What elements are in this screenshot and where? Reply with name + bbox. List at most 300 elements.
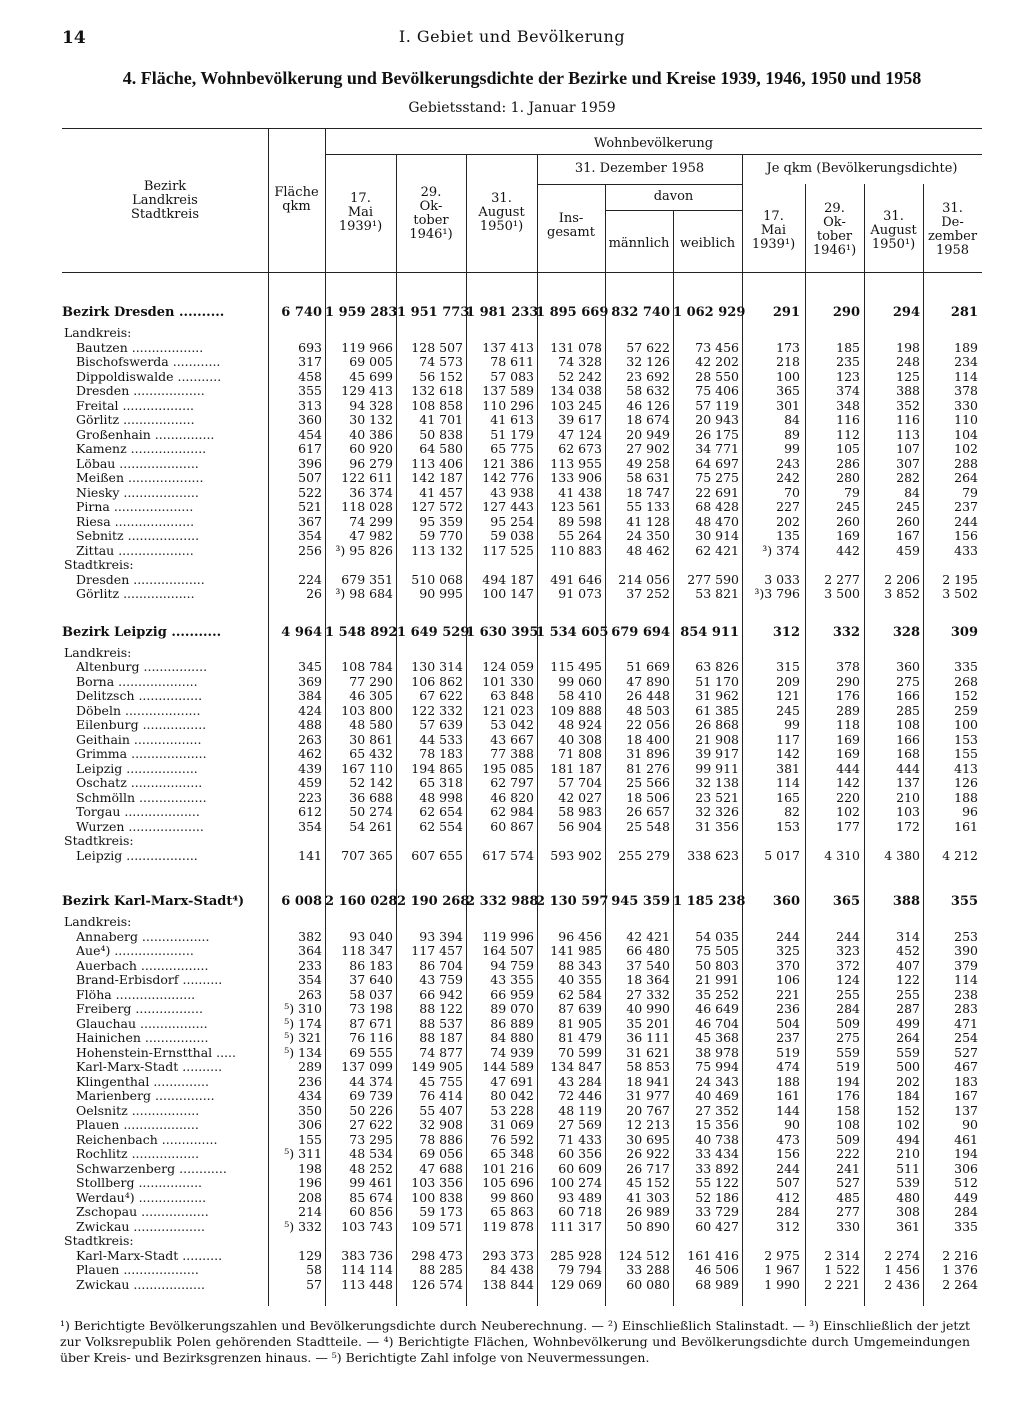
cell-value: 1 630 395: [466, 624, 539, 640]
cell-value: 1 959 283: [325, 305, 398, 320]
cell-value: 109 571: [411, 1218, 463, 1234]
cell-value: 27 622: [349, 1117, 393, 1132]
group-label-row: [0, 833, 1024, 848]
cell-value: 509: [836, 1015, 860, 1031]
cell-value: 467: [954, 1059, 978, 1074]
cell-value: 71 433: [558, 1131, 602, 1147]
cell-value: 128 507: [411, 339, 463, 355]
cell-value: 494: [896, 1131, 920, 1147]
cell-value: 167 110: [341, 760, 393, 776]
cell-value: ⁵) 174: [284, 1015, 322, 1031]
row-label: Döbeln ...................: [76, 702, 201, 718]
cell-value: 126 574: [411, 1276, 463, 1292]
cell-value: 168: [896, 746, 920, 761]
cell-value: 260: [836, 513, 860, 529]
cell-value: 317: [298, 354, 322, 369]
cell-value: 43 355: [490, 972, 534, 987]
cell-value: 264: [896, 1030, 920, 1045]
cell-value: 256: [298, 542, 322, 558]
cell-value: 32 326: [695, 804, 739, 819]
cell-value: 309: [950, 624, 978, 640]
cell-value: 345: [298, 659, 322, 674]
cell-value: 119 996: [482, 928, 534, 944]
cell-value: 93 394: [419, 928, 463, 944]
cell-value: 280: [836, 470, 860, 485]
cell-value: 335: [954, 659, 978, 674]
cell-value: 65 432: [349, 746, 393, 761]
table-row: [0, 717, 1024, 732]
cell-value: 458: [298, 368, 322, 384]
cell-value: 125: [896, 368, 920, 384]
cell-value: 407: [896, 957, 920, 973]
cell-value: 27 902: [626, 441, 670, 456]
header-dez-1958: 31. Dezember 1958: [574, 161, 705, 176]
cell-value: 289: [298, 1059, 322, 1074]
cell-value: 34 771: [695, 441, 739, 456]
cell-value: 504: [776, 1015, 800, 1031]
table-row: [0, 1001, 1024, 1016]
cell-value: 56 152: [419, 368, 463, 384]
cell-value: 90 995: [419, 586, 463, 601]
cell-value: 46 820: [490, 789, 534, 805]
cell-value: 99: [784, 441, 800, 456]
cell-value: 161 416: [687, 1247, 739, 1263]
cell-value: 330: [836, 1218, 860, 1234]
table-row: [0, 1248, 1024, 1263]
cell-value: 439: [298, 760, 322, 776]
cell-value: 43 667: [490, 731, 534, 747]
cell-value: 18 747: [626, 484, 670, 500]
cell-value: 141 985: [550, 943, 602, 958]
cell-value: 617 574: [482, 847, 534, 863]
cell-value: 314: [896, 928, 920, 944]
cell-value: 93 489: [558, 1189, 602, 1205]
cell-value: 30 914: [695, 528, 739, 543]
cell-value: 26 868: [695, 717, 739, 732]
cell-value: 509: [836, 1131, 860, 1147]
cell-value: 183: [954, 1073, 978, 1089]
table-row: [0, 514, 1024, 529]
row-label: Zschopau .................: [76, 1204, 209, 1219]
cell-value: 123 561: [550, 499, 602, 514]
cell-value: 167: [954, 1088, 978, 1103]
cell-value: 379: [954, 957, 978, 973]
cell-value: 58 410: [558, 688, 602, 703]
table-row: [0, 659, 1024, 674]
row-label: Flöha ....................: [76, 986, 196, 1002]
table-title: 4. Fläche, Wohnbevölkerung und Bevölkerungsdichte der Bezirke und Kreise 1939, 1946, 1950 und 1958: [122, 68, 922, 88]
table-row: [0, 572, 1024, 587]
cell-value: 129 069: [550, 1276, 602, 1292]
cell-value: 20 767: [626, 1102, 670, 1118]
cell-value: 512: [954, 1175, 978, 1190]
cell-value: 62 584: [558, 986, 602, 1002]
cell-value: 57 083: [490, 368, 534, 384]
cell-value: 53 042: [490, 717, 534, 732]
cell-value: 1 376: [942, 1262, 978, 1277]
cell-value: 444: [896, 760, 920, 776]
cell-value: 352: [896, 397, 920, 413]
row-label: Schmölln .................: [76, 789, 207, 805]
cell-value: 330: [954, 397, 978, 413]
cell-value: 494 187: [482, 571, 534, 587]
cell-value: 233: [298, 957, 322, 973]
cell-value: 169: [836, 746, 860, 761]
row-label: Torgau ...................: [76, 804, 200, 819]
cell-value: 124 512: [618, 1247, 670, 1263]
cell-value: 354: [298, 528, 322, 543]
cell-value: 307: [896, 455, 920, 471]
cell-value: 51 669: [626, 659, 670, 674]
table-row: [0, 1146, 1024, 1161]
table-row: [0, 746, 1024, 761]
cell-value: 81 276: [626, 760, 670, 776]
cell-value: 32 138: [695, 775, 739, 790]
cell-value: 51 179: [490, 426, 534, 442]
cell-value: 66 942: [419, 986, 463, 1002]
cell-value: 77 388: [490, 746, 534, 761]
cell-value: 41 701: [419, 412, 463, 427]
cell-value: 323: [836, 943, 860, 958]
cell-value: 108 784: [341, 659, 393, 674]
cell-value: 75 994: [695, 1059, 739, 1074]
cell-value: 46 649: [695, 1001, 739, 1016]
cell-value: 46 704: [695, 1015, 739, 1031]
cell-value: 167: [896, 528, 920, 543]
row-label: Plauen ...................: [76, 1262, 199, 1277]
cell-value: 48 503: [626, 702, 670, 718]
cell-value: 119 966: [341, 339, 393, 355]
cell-value: 248: [896, 354, 920, 369]
row-label: Leipzig ..................: [76, 760, 198, 776]
cell-value: 25 566: [626, 775, 670, 790]
cell-value: 142: [776, 746, 800, 761]
cell-value: 113 406: [411, 455, 463, 471]
cell-value: 3 033: [764, 571, 800, 587]
cell-value: 47 691: [490, 1073, 534, 1089]
cell-value: 144: [776, 1102, 800, 1118]
cell-value: 57 639: [419, 717, 463, 732]
cell-value: 235: [836, 354, 860, 369]
cell-value: 434: [298, 1088, 322, 1103]
cell-value: 137: [954, 1102, 978, 1118]
row-label: Reichenbach ..............: [76, 1131, 218, 1147]
cell-value: 473: [776, 1131, 800, 1147]
cell-value: 176: [836, 688, 860, 703]
cell-value: 155: [954, 746, 978, 761]
cell-value: 65 348: [490, 1146, 534, 1161]
row-label: Auerbach .................: [76, 957, 209, 973]
header-dichte-1950: 31. August 1950¹): [870, 209, 917, 252]
cell-value: 367: [298, 513, 322, 529]
table-row: [0, 441, 1024, 456]
cell-value: 46 126: [626, 397, 670, 413]
cell-value: 208: [298, 1189, 322, 1205]
cell-value: 282: [896, 470, 920, 485]
row-label: Werdau⁴) .................: [76, 1189, 207, 1205]
cell-value: 47 688: [419, 1160, 463, 1176]
table-row: [0, 804, 1024, 819]
header-davon: davon: [653, 189, 694, 204]
cell-value: 100: [776, 368, 800, 384]
cell-value: 238: [954, 986, 978, 1002]
cell-value: 306: [298, 1117, 322, 1132]
header-dichte: Je qkm (Bevölkerungsdichte): [766, 161, 958, 176]
cell-value: 452: [896, 943, 920, 958]
cell-value: 62 554: [419, 818, 463, 834]
cell-value: 264: [954, 470, 978, 485]
cell-value: 113 132: [411, 542, 463, 558]
header-dichte-1946: 29. Ok- tober 1946¹): [812, 201, 857, 258]
cell-value: 96 456: [558, 928, 602, 944]
cell-value: 85 674: [349, 1189, 393, 1205]
cell-value: 390: [954, 943, 978, 958]
footnotes: ¹) Berichtigte Bevölkerungszahlen und Bevölkerungsdichte durch Neuberechnung. — ²) Einschließlich Stalinstadt. — ³) Einschließlich der jetzt zur Volksrepublik Polen gehörenden Stadtteile. — ⁴) Berichtigte Flächen, Wohnbevölkerung und Bevölkerungsdichte durch Umgemeindungen über Kreis- und Bezirksgrenzen hinaus. — ⁵) Berichtigte Zahl infolge von Neuvermessungen.: [60, 1318, 970, 1365]
row-label: Löbau ....................: [76, 455, 199, 471]
cell-value: 57: [306, 1276, 322, 1292]
cell-value: 75 275: [695, 470, 739, 485]
cell-value: 50 803: [695, 957, 739, 973]
cell-value: 65 863: [490, 1204, 534, 1219]
cell-value: 361: [896, 1218, 920, 1234]
cell-value: 152: [954, 688, 978, 703]
cell-value: 161: [954, 818, 978, 834]
cell-value: 101 216: [482, 1160, 534, 1176]
cell-value: 23 521: [695, 789, 739, 805]
cell-value: 277 590: [687, 571, 739, 587]
table-row: [0, 1030, 1024, 1045]
cell-value: 2 314: [824, 1247, 860, 1263]
table-top-rule: [62, 128, 982, 129]
table-row: [0, 1175, 1024, 1190]
cell-value: 50 274: [349, 804, 393, 819]
table-row: [0, 456, 1024, 471]
cell-value: 40 469: [695, 1088, 739, 1103]
cell-value: 593 902: [550, 847, 602, 863]
cell-value: 49 258: [626, 455, 670, 471]
cell-value: 54 261: [349, 818, 393, 834]
cell-value: 263: [298, 731, 322, 747]
cell-value: ⁵) 332: [284, 1218, 322, 1234]
cell-value: 224: [298, 571, 322, 587]
cell-value: 46 305: [349, 688, 393, 703]
row-label: Bezirk Dresden ..........: [62, 305, 225, 320]
cell-value: 195 085: [482, 760, 534, 776]
cell-value: 104: [954, 426, 978, 442]
cell-value: 131 078: [550, 339, 602, 355]
cell-value: 539: [896, 1175, 920, 1190]
cell-value: 61 385: [695, 702, 739, 718]
cell-value: 499: [896, 1015, 920, 1031]
cell-value: 84: [904, 484, 920, 500]
cell-value: 27 352: [695, 1102, 739, 1118]
cell-value: 2 975: [764, 1247, 800, 1263]
cell-value: 290: [836, 673, 860, 689]
cell-value: 88 187: [419, 1030, 463, 1045]
table-row: [0, 958, 1024, 973]
cell-value: 263: [298, 986, 322, 1002]
table-row: [0, 943, 1024, 958]
cell-value: 103: [896, 804, 920, 819]
cell-value: 244: [836, 928, 860, 944]
cell-value: 137 099: [341, 1059, 393, 1074]
cell-value: 103 245: [550, 397, 602, 413]
table-row: [0, 1277, 1024, 1292]
cell-value: 70: [784, 484, 800, 500]
header-dichte-1958: 31. De- zember 1958: [927, 201, 978, 258]
row-label: Oschatz ..................: [76, 775, 203, 790]
cell-value: 291: [772, 305, 800, 320]
cell-value: 360: [772, 894, 800, 909]
cell-value: 60 427: [695, 1218, 739, 1234]
cell-value: 188: [776, 1073, 800, 1089]
cell-value: 115 495: [550, 659, 602, 674]
cell-value: 48 998: [419, 789, 463, 805]
row-label: Brand-Erbisdorf ..........: [76, 972, 223, 987]
cell-value: 384: [298, 688, 322, 703]
cell-value: 245: [836, 499, 860, 514]
cell-value: 58 037: [349, 986, 393, 1002]
cell-value: 156: [776, 1146, 800, 1161]
row-label: Freital ..................: [76, 397, 195, 413]
cell-value: 26 717: [626, 1160, 670, 1176]
cell-value: 73 456: [695, 339, 739, 355]
cell-value: 134 038: [550, 383, 602, 398]
cell-value: 59 770: [419, 528, 463, 543]
cell-value: 102: [836, 804, 860, 819]
cell-value: 65 318: [419, 775, 463, 790]
row-label: Klingenthal ..............: [76, 1073, 209, 1089]
table-row: [0, 412, 1024, 427]
row-label: Glauchau .................: [76, 1015, 208, 1031]
cell-value: 374: [836, 383, 860, 398]
table-row: [0, 1074, 1024, 1089]
cell-value: 32 908: [419, 1117, 463, 1132]
cell-value: 268: [954, 673, 978, 689]
cell-value: 51 170: [695, 673, 739, 689]
cell-value: 106 862: [411, 673, 463, 689]
cell-value: 26 989: [626, 1204, 670, 1219]
header-bottom-rule: [62, 272, 982, 273]
cell-value: 18 364: [626, 972, 670, 987]
cell-value: 4 212: [942, 847, 978, 863]
cell-value: 18 941: [626, 1073, 670, 1089]
cell-value: 2 264: [942, 1276, 978, 1292]
cell-value: 412: [776, 1189, 800, 1205]
cell-value: 86 704: [419, 957, 463, 973]
cell-value: 169: [836, 731, 860, 747]
cell-value: 4 310: [824, 847, 860, 863]
cell-value: 40 738: [695, 1131, 739, 1147]
cell-value: 137 413: [482, 339, 534, 355]
cell-value: 236: [298, 1073, 322, 1089]
cell-value: 298 473: [411, 1247, 463, 1263]
cell-value: 413: [954, 760, 978, 776]
cell-value: 99 860: [490, 1189, 534, 1205]
cell-value: 74 299: [349, 513, 393, 529]
cell-value: 141: [298, 847, 322, 863]
cell-value: 45 368: [695, 1030, 739, 1045]
cell-value: 40 386: [349, 426, 393, 442]
cell-value: 54 035: [695, 928, 739, 944]
cell-value: 158: [836, 1102, 860, 1118]
cell-value: 44 374: [349, 1073, 393, 1089]
cell-value: 36 688: [349, 789, 393, 805]
cell-value: 31 962: [695, 688, 739, 703]
row-label: Riesa ....................: [76, 513, 195, 529]
cell-value: 2 277: [824, 571, 860, 587]
cell-value: 286: [836, 455, 860, 471]
table-row: [0, 1045, 1024, 1060]
cell-value: 12 213: [626, 1117, 670, 1132]
cell-value: 62 797: [490, 775, 534, 790]
cell-value: 47 890: [626, 673, 670, 689]
cell-value: 15 356: [695, 1117, 739, 1132]
cell-value: 111 317: [550, 1218, 602, 1234]
cell-value: 6 740: [281, 305, 322, 320]
cell-value: 20 943: [695, 412, 739, 427]
cell-value: 194: [836, 1073, 860, 1089]
cell-value: 114 114: [341, 1262, 393, 1277]
cell-value: 53 821: [695, 586, 739, 601]
cell-value: 103 743: [341, 1218, 393, 1234]
cell-value: 76 414: [419, 1088, 463, 1103]
table-row: [0, 987, 1024, 1002]
cell-value: 153: [776, 818, 800, 834]
cell-value: 242: [776, 470, 800, 485]
cell-value: 108: [896, 717, 920, 732]
cell-value: 50 890: [626, 1218, 670, 1234]
row-label: Dresden ..................: [76, 571, 205, 587]
table-row: [0, 1088, 1024, 1103]
cell-value: 241: [836, 1160, 860, 1176]
cell-value: 84 438: [490, 1262, 534, 1277]
cell-value: 36 111: [626, 1030, 670, 1045]
row-label: Oelsnitz .................: [76, 1102, 200, 1118]
cell-value: 2 274: [884, 1247, 920, 1263]
cell-value: 116: [896, 412, 920, 427]
cell-value: 62 673: [558, 441, 602, 456]
cell-value: 121: [776, 688, 800, 703]
cell-value: 41 613: [490, 412, 534, 427]
table-row: [0, 972, 1024, 987]
cell-value: 112: [836, 426, 860, 442]
table-row: [0, 1262, 1024, 1277]
cell-value: 60 718: [558, 1204, 602, 1219]
cell-value: 101 330: [482, 673, 534, 689]
cell-value: 27 332: [626, 986, 670, 1002]
cell-value: 383 736: [341, 1247, 393, 1263]
cell-value: 26 175: [695, 426, 739, 442]
cell-value: 607 655: [411, 847, 463, 863]
cell-value: 2 160 028: [325, 894, 398, 909]
cell-value: 325: [776, 943, 800, 958]
cell-value: 133 906: [550, 470, 602, 485]
cell-value: 26 922: [626, 1146, 670, 1161]
cell-value: 2 195: [942, 571, 978, 587]
group-label-row: [0, 645, 1024, 660]
cell-value: 58 853: [626, 1059, 670, 1074]
cell-value: 210: [896, 789, 920, 805]
header-insgesamt: Ins- gesamt: [547, 211, 595, 240]
cell-value: 287: [896, 1001, 920, 1016]
cell-value: 332: [832, 624, 860, 640]
cell-value: 30 132: [349, 412, 393, 427]
cell-value: 108 858: [411, 397, 463, 413]
cell-value: 283: [954, 1001, 978, 1016]
cell-value: 20 949: [626, 426, 670, 442]
cell-value: 559: [896, 1044, 920, 1060]
